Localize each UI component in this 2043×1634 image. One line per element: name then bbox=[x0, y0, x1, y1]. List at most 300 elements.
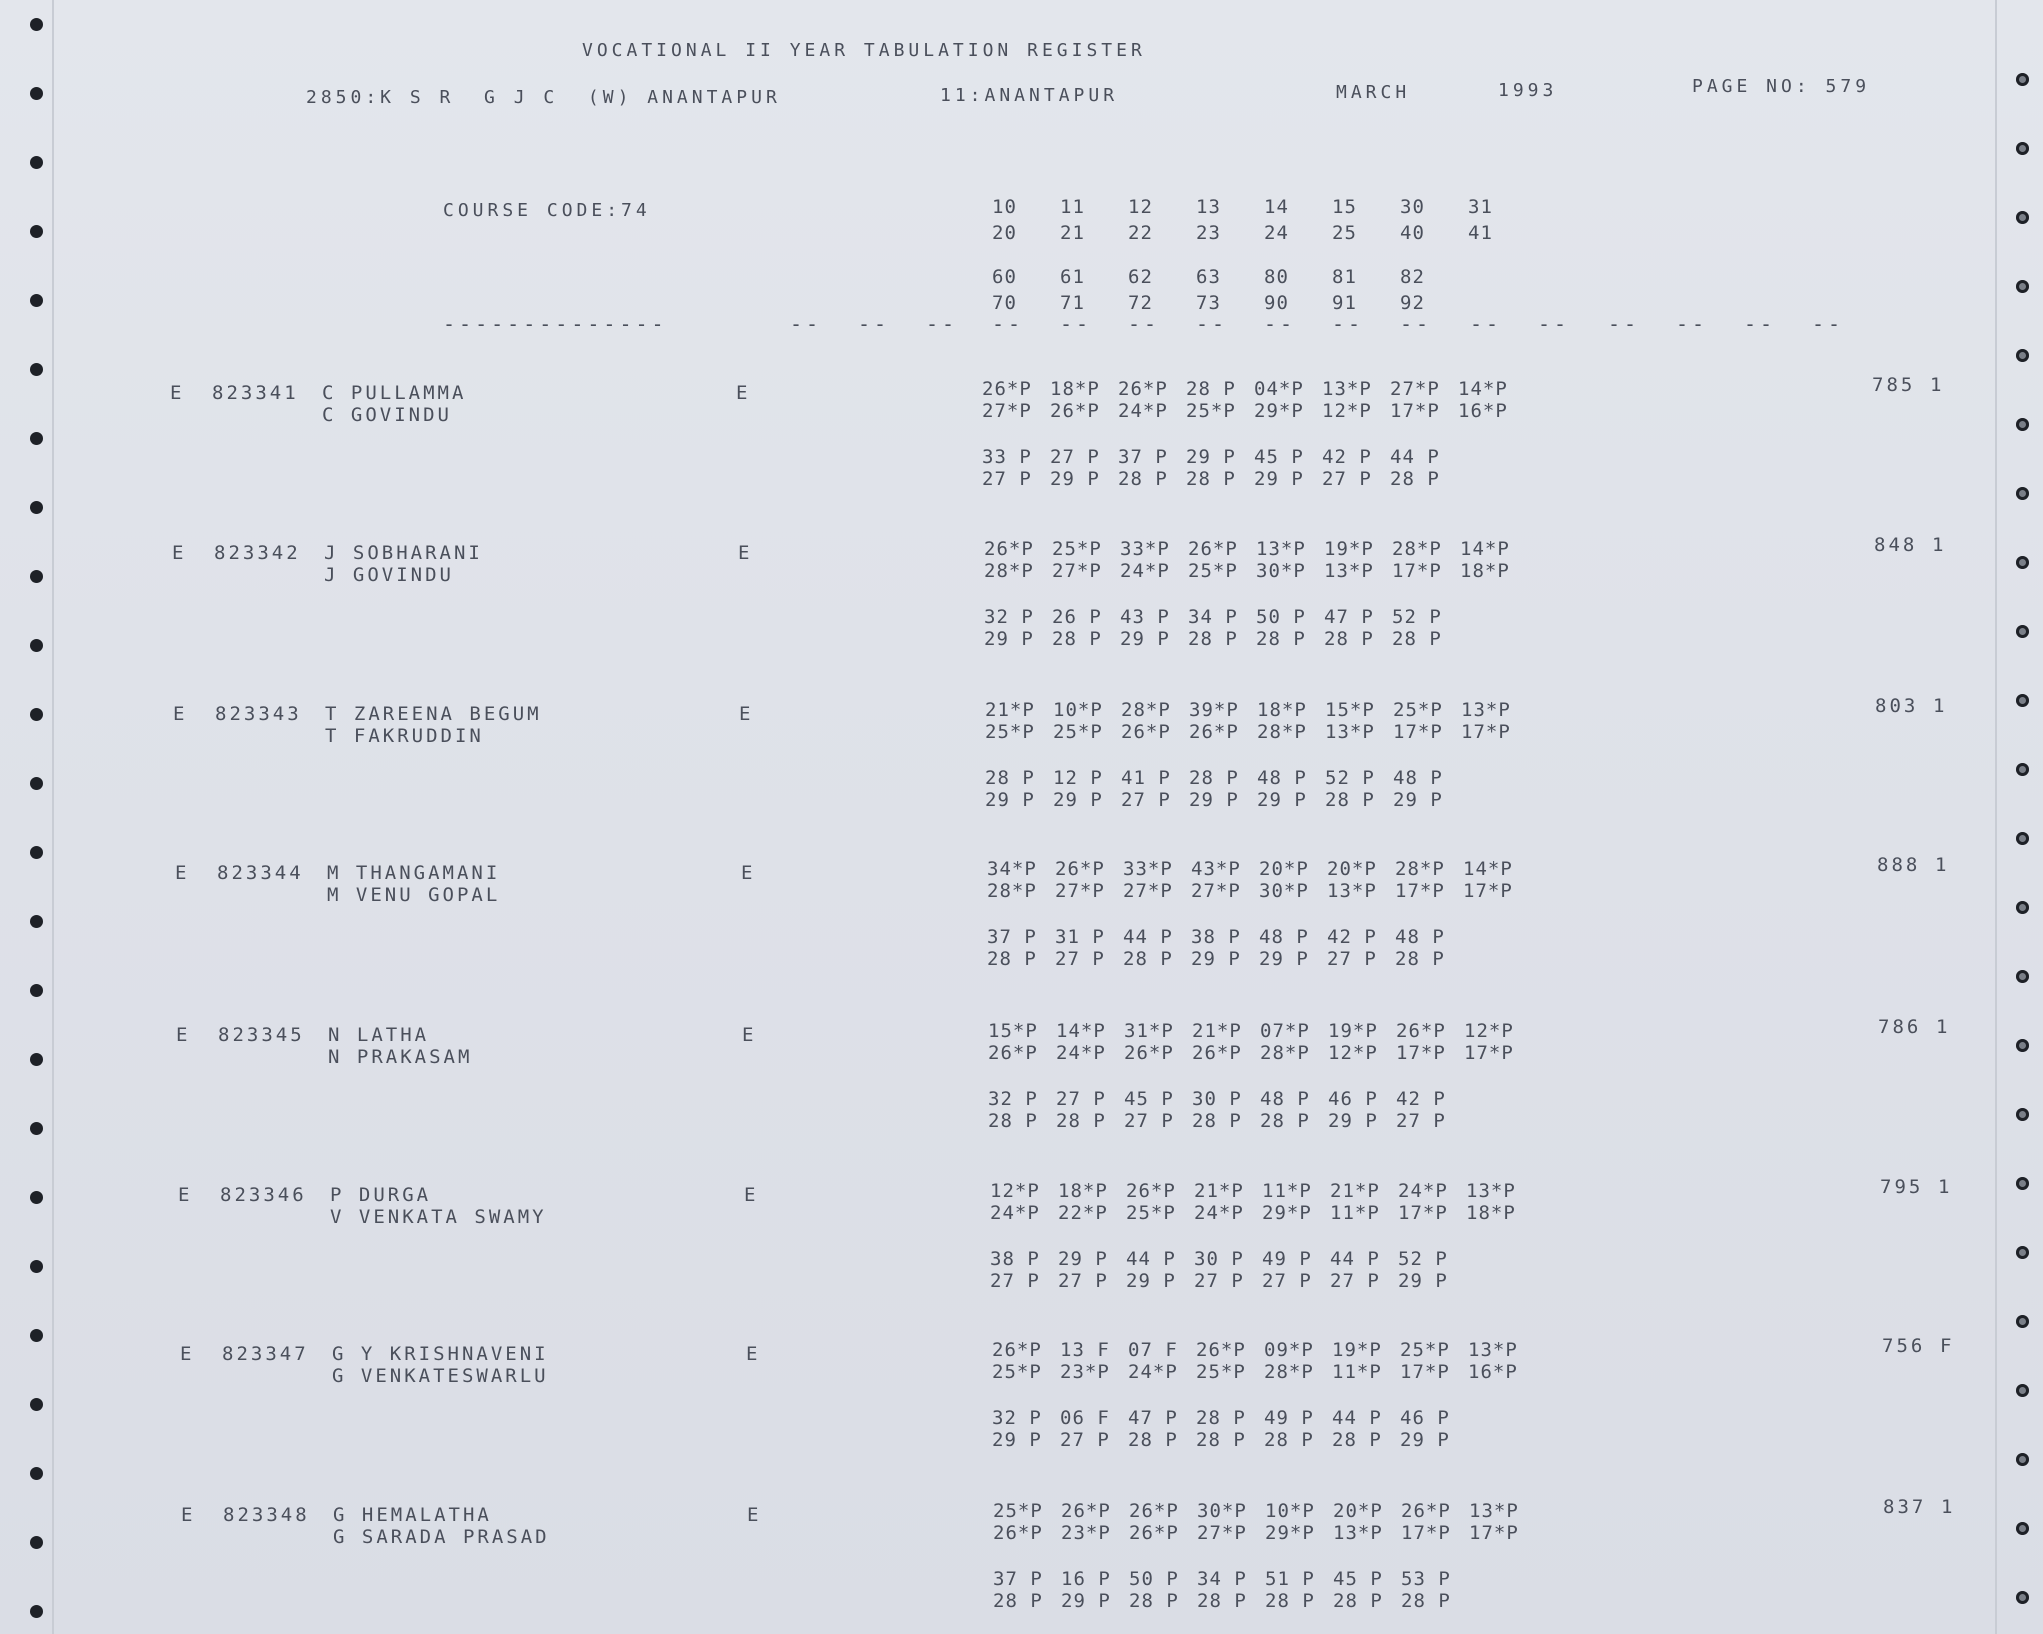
marks-row-1 bbox=[988, 1020, 1532, 1042]
mark-cell: 27 P bbox=[990, 1270, 1040, 1292]
mark-cell: 17*P bbox=[1392, 560, 1442, 582]
mark-cell: 34 P bbox=[1197, 1568, 1247, 1590]
mark-cell: 13*P bbox=[1461, 699, 1511, 721]
mark-cell: 27*P bbox=[1191, 880, 1241, 902]
mark-cell: 33*P bbox=[1120, 538, 1170, 560]
subject-code: 40 bbox=[1400, 222, 1425, 244]
mark-cell: 42 P bbox=[1327, 926, 1377, 948]
marks-row-2 bbox=[982, 400, 1526, 422]
marks-row-4 bbox=[985, 789, 1529, 811]
mark-cell: 31*P bbox=[1124, 1020, 1174, 1042]
mark-cell: 28 P bbox=[1265, 1590, 1315, 1612]
mark-cell: 30*P bbox=[1256, 560, 1306, 582]
mark-cell: 43 P bbox=[1120, 606, 1170, 628]
mark-cell: 26*P bbox=[1129, 1500, 1179, 1522]
mark-cell: 06 F bbox=[1060, 1407, 1110, 1429]
mark-cell: 21*P bbox=[1330, 1180, 1380, 1202]
mark-cell: 29 P bbox=[992, 1429, 1042, 1451]
mark-cell: 44 P bbox=[1390, 446, 1440, 468]
perforation-hole bbox=[2016, 694, 2029, 707]
subject-code: 91 bbox=[1332, 292, 1357, 314]
roll-number: 823345 bbox=[218, 1024, 305, 1046]
mark-cell: 32 P bbox=[992, 1407, 1042, 1429]
result-code: F bbox=[1940, 1335, 1955, 1357]
tractor-strip-right bbox=[1995, 0, 1997, 1634]
mark-cell: 26*P bbox=[984, 538, 1034, 560]
subject-code: 92 bbox=[1400, 292, 1425, 314]
mark-cell: 28*P bbox=[984, 560, 1034, 582]
column-dash: -- bbox=[992, 312, 1025, 336]
mark-cell: 44 P bbox=[1332, 1407, 1382, 1429]
mark-cell: 21*P bbox=[1194, 1180, 1244, 1202]
mark-cell: 27*P bbox=[1390, 378, 1440, 400]
mark-cell: 25*P bbox=[1053, 721, 1103, 743]
mark-cell: 30*P bbox=[1197, 1500, 1247, 1522]
mark-cell: 25*P bbox=[1393, 699, 1443, 721]
marks-row-2 bbox=[992, 1361, 1536, 1383]
column-dash: -- bbox=[1196, 312, 1229, 336]
roll-number: 823343 bbox=[215, 703, 302, 725]
mark-cell: 39*P bbox=[1189, 699, 1239, 721]
mark-cell: 13*P bbox=[1256, 538, 1306, 560]
student-name: T ZAREENA BEGUM bbox=[325, 703, 542, 725]
student-name: M THANGAMANI bbox=[327, 862, 501, 884]
mark-cell: 14*P bbox=[1458, 378, 1508, 400]
medium-code: E bbox=[739, 703, 754, 725]
total-marks: 795 bbox=[1880, 1176, 1924, 1198]
mark-cell: 28 P bbox=[1392, 628, 1442, 650]
mark-cell: 12*P bbox=[990, 1180, 1040, 1202]
mark-cell: 25*P bbox=[1052, 538, 1102, 560]
district-name: 11:ANANTAPUR bbox=[940, 85, 1119, 106]
mark-cell: 27*P bbox=[1052, 560, 1102, 582]
father-name: C GOVINDU bbox=[322, 404, 452, 426]
perforation-hole bbox=[30, 915, 43, 928]
father-name: G VENKATESWARLU bbox=[332, 1365, 549, 1387]
subject-code: 63 bbox=[1196, 266, 1221, 288]
mark-cell: 14*P bbox=[1463, 858, 1513, 880]
marks-row-3 bbox=[985, 767, 1529, 789]
student-name: G Y KRISHNAVENI bbox=[332, 1343, 549, 1365]
subject-code: 90 bbox=[1264, 292, 1289, 314]
marks-row-2 bbox=[985, 721, 1529, 743]
mark-cell: 13*P bbox=[1469, 1500, 1519, 1522]
mark-cell: 47 P bbox=[1324, 606, 1374, 628]
mark-cell: 14*P bbox=[1056, 1020, 1106, 1042]
mark-cell: 52 P bbox=[1398, 1248, 1448, 1270]
marks-row-3 bbox=[984, 606, 1528, 628]
mark-cell: 45 P bbox=[1254, 446, 1304, 468]
mark-cell: 27 P bbox=[1327, 948, 1377, 970]
mark-cell: 28 P bbox=[1401, 1590, 1451, 1612]
mark-cell: 37 P bbox=[1118, 446, 1168, 468]
perforation-hole bbox=[2016, 763, 2029, 776]
mark-cell: 27 P bbox=[1055, 948, 1105, 970]
column-dash: -- bbox=[1676, 312, 1709, 336]
mark-cell: 10*P bbox=[1053, 699, 1103, 721]
result-code: 1 bbox=[1938, 1176, 1953, 1198]
mark-cell: 29*P bbox=[1262, 1202, 1312, 1224]
mark-cell: 26*P bbox=[992, 1339, 1042, 1361]
total-marks: 888 bbox=[1877, 854, 1921, 876]
total-marks: 848 bbox=[1874, 534, 1918, 556]
mark-cell: 45 P bbox=[1333, 1568, 1383, 1590]
column-dash: -- bbox=[1400, 312, 1433, 336]
subject-code: 73 bbox=[1196, 292, 1221, 314]
mark-cell: 48 P bbox=[1393, 767, 1443, 789]
mark-cell: 29 P bbox=[984, 628, 1034, 650]
column-dash: -- bbox=[858, 312, 891, 336]
mark-cell: 21*P bbox=[985, 699, 1035, 721]
mark-cell: 49 P bbox=[1264, 1407, 1314, 1429]
mark-cell: 29 P bbox=[1259, 948, 1309, 970]
marks-row-4 bbox=[982, 468, 1526, 490]
mark-cell: 17*P bbox=[1469, 1522, 1519, 1544]
mark-cell: 29 P bbox=[1191, 948, 1241, 970]
marks-row-2 bbox=[984, 560, 1528, 582]
perforation-hole bbox=[2016, 1315, 2029, 1328]
perforation-hole bbox=[2016, 832, 2029, 845]
marks-row-3 bbox=[992, 1407, 1536, 1429]
mark-cell: 26*P bbox=[1121, 721, 1171, 743]
mark-cell: 20*P bbox=[1259, 858, 1309, 880]
column-dash: -- bbox=[1608, 312, 1641, 336]
subject-code: 31 bbox=[1468, 196, 1493, 218]
mark-cell: 26*P bbox=[1050, 400, 1100, 422]
mark-cell: 12 P bbox=[1053, 767, 1103, 789]
subject-code: 11 bbox=[1060, 196, 1085, 218]
perforation-hole bbox=[30, 1053, 43, 1066]
perforation-hole bbox=[30, 639, 43, 652]
mark-cell: 48 P bbox=[1260, 1088, 1310, 1110]
perforation-hole bbox=[30, 87, 43, 100]
mark-cell: 13 F bbox=[1060, 1339, 1110, 1361]
mark-cell: 12*P bbox=[1328, 1042, 1378, 1064]
column-dash: -- bbox=[1812, 312, 1845, 336]
mark-cell: 32 P bbox=[984, 606, 1034, 628]
mark-cell: 09*P bbox=[1264, 1339, 1314, 1361]
mark-cell: 24*P bbox=[1128, 1361, 1178, 1383]
father-name: M VENU GOPAL bbox=[327, 884, 501, 906]
father-name: V VENKATA SWAMY bbox=[330, 1206, 547, 1228]
marks-row-1 bbox=[982, 378, 1526, 400]
perforation-hole bbox=[2016, 73, 2029, 86]
mark-cell: 29*P bbox=[1254, 400, 1304, 422]
mark-cell: 17*P bbox=[1463, 880, 1513, 902]
perforation-hole bbox=[2016, 418, 2029, 431]
mark-cell: 18*P bbox=[1460, 560, 1510, 582]
mark-cell: 33 P bbox=[982, 446, 1032, 468]
mark-cell: 25*P bbox=[985, 721, 1035, 743]
mark-cell: 28 P bbox=[1197, 1590, 1247, 1612]
subject-code: 14 bbox=[1264, 196, 1289, 218]
mark-cell: 24*P bbox=[1118, 400, 1168, 422]
mark-cell: 26*P bbox=[1192, 1042, 1242, 1064]
mark-cell: 15*P bbox=[988, 1020, 1038, 1042]
perforation-hole bbox=[2016, 625, 2029, 638]
subject-code: 41 bbox=[1468, 222, 1493, 244]
exam-flag: E bbox=[172, 542, 187, 564]
mark-cell: 13*P bbox=[1468, 1339, 1518, 1361]
mark-cell: 48 P bbox=[1395, 926, 1445, 948]
mark-cell: 42 P bbox=[1322, 446, 1372, 468]
marks-row-2 bbox=[987, 880, 1531, 902]
mark-cell: 26*P bbox=[1196, 1339, 1246, 1361]
mark-cell: 28 P bbox=[1123, 948, 1173, 970]
subject-code-grid-bottom bbox=[992, 266, 1536, 314]
mark-cell: 30 P bbox=[1192, 1088, 1242, 1110]
mark-cell: 37 P bbox=[987, 926, 1037, 948]
mark-cell: 23*P bbox=[1061, 1522, 1111, 1544]
perforation-hole bbox=[2016, 280, 2029, 293]
mark-cell: 46 P bbox=[1328, 1088, 1378, 1110]
mark-cell: 27 P bbox=[1058, 1270, 1108, 1292]
mark-cell: 27 P bbox=[1322, 468, 1372, 490]
mark-cell: 16*P bbox=[1468, 1361, 1518, 1383]
mark-cell: 28*P bbox=[1257, 721, 1307, 743]
medium-code: E bbox=[738, 542, 753, 564]
marks-row-1 bbox=[985, 699, 1529, 721]
mark-cell: 27 P bbox=[1396, 1110, 1446, 1132]
mark-cell: 29 P bbox=[1257, 789, 1307, 811]
student-name: G HEMALATHA bbox=[333, 1504, 492, 1526]
mark-cell: 17*P bbox=[1464, 1042, 1514, 1064]
mark-cell: 27 P bbox=[1050, 446, 1100, 468]
mark-cell: 18*P bbox=[1058, 1180, 1108, 1202]
mark-cell: 33*P bbox=[1123, 858, 1173, 880]
mark-cell: 25*P bbox=[992, 1361, 1042, 1383]
mark-cell: 26*P bbox=[1118, 378, 1168, 400]
mark-cell: 26*P bbox=[982, 378, 1032, 400]
mark-cell: 25*P bbox=[1196, 1361, 1246, 1383]
mark-cell: 26*P bbox=[1061, 1500, 1111, 1522]
marks-row-4 bbox=[984, 628, 1528, 650]
marks-row-2 bbox=[993, 1522, 1537, 1544]
college-name: 2850:K S R G J C (W) ANANTAPUR bbox=[306, 87, 781, 108]
mark-cell: 28 P bbox=[1128, 1429, 1178, 1451]
perforation-hole bbox=[30, 432, 43, 445]
mark-cell: 21*P bbox=[1192, 1020, 1242, 1042]
marks-row-4 bbox=[987, 948, 1531, 970]
result-code: 1 bbox=[1932, 534, 1947, 556]
mark-cell: 29*P bbox=[1265, 1522, 1315, 1544]
column-dash: -- bbox=[1128, 312, 1161, 336]
mark-cell: 28 P bbox=[1186, 378, 1236, 400]
mark-cell: 48 P bbox=[1257, 767, 1307, 789]
mark-cell: 28 P bbox=[1390, 468, 1440, 490]
subject-code: 25 bbox=[1332, 222, 1357, 244]
medium-code: E bbox=[741, 862, 756, 884]
exam-flag: E bbox=[181, 1504, 196, 1526]
mark-cell: 28 P bbox=[1189, 767, 1239, 789]
subject-code: 60 bbox=[992, 266, 1017, 288]
mark-cell: 26*P bbox=[993, 1522, 1043, 1544]
mark-cell: 29 P bbox=[1126, 1270, 1176, 1292]
mark-cell: 27*P bbox=[1123, 880, 1173, 902]
perforation-hole bbox=[2016, 1108, 2029, 1121]
student-name: C PULLAMMA bbox=[322, 382, 467, 404]
mark-cell: 26*P bbox=[1124, 1042, 1174, 1064]
column-dash: -- bbox=[926, 312, 959, 336]
subject-code: 71 bbox=[1060, 292, 1085, 314]
medium-code: E bbox=[744, 1184, 759, 1206]
perforation-hole bbox=[30, 777, 43, 790]
perforation-hole bbox=[2016, 142, 2029, 155]
result-code: 1 bbox=[1936, 1016, 1951, 1038]
mark-cell: 13*P bbox=[1333, 1522, 1383, 1544]
exam-flag: E bbox=[175, 862, 190, 884]
perforation-hole bbox=[30, 1536, 43, 1549]
subject-code: 13 bbox=[1196, 196, 1221, 218]
exam-flag: E bbox=[176, 1024, 191, 1046]
perforation-hole bbox=[30, 501, 43, 514]
roll-number: 823342 bbox=[214, 542, 301, 564]
mark-cell: 28 P bbox=[1056, 1110, 1106, 1132]
page-number: PAGE NO: 579 bbox=[1692, 76, 1871, 97]
mark-cell: 44 P bbox=[1330, 1248, 1380, 1270]
mark-cell: 28 P bbox=[1129, 1590, 1179, 1612]
exam-year: 1993 bbox=[1498, 80, 1558, 101]
marks-row-2 bbox=[990, 1202, 1534, 1224]
exam-flag: E bbox=[170, 382, 185, 404]
mark-cell: 28 P bbox=[1196, 1407, 1246, 1429]
mark-cell: 27*P bbox=[1055, 880, 1105, 902]
result-code: 1 bbox=[1930, 374, 1945, 396]
mark-cell: 13*P bbox=[1324, 560, 1374, 582]
mark-cell: 27*P bbox=[982, 400, 1032, 422]
mark-cell: 25*P bbox=[1126, 1202, 1176, 1224]
marks-row-4 bbox=[990, 1270, 1534, 1292]
subject-code: 12 bbox=[1128, 196, 1153, 218]
mark-cell: 28 P bbox=[1332, 1429, 1382, 1451]
mark-cell: 28 P bbox=[987, 948, 1037, 970]
mark-cell: 49 P bbox=[1262, 1248, 1312, 1270]
mark-cell: 20*P bbox=[1327, 858, 1377, 880]
roll-number: 823347 bbox=[222, 1343, 309, 1365]
mark-cell: 38 P bbox=[990, 1248, 1040, 1270]
mark-cell: 17*P bbox=[1400, 1361, 1450, 1383]
perforation-hole bbox=[2016, 1246, 2029, 1259]
mark-cell: 07*P bbox=[1260, 1020, 1310, 1042]
mark-cell: 24*P bbox=[1120, 560, 1170, 582]
marks-row-1 bbox=[984, 538, 1528, 560]
mark-cell: 12*P bbox=[1464, 1020, 1514, 1042]
perforation-hole bbox=[2016, 970, 2029, 983]
column-dash: -- bbox=[1470, 312, 1503, 336]
marks-row-1 bbox=[992, 1339, 1536, 1361]
mark-cell: 13*P bbox=[1466, 1180, 1516, 1202]
perforation-hole bbox=[2016, 1591, 2029, 1604]
mark-cell: 27 P bbox=[1121, 789, 1171, 811]
subject-code: 15 bbox=[1332, 196, 1357, 218]
course-underline: -------------- bbox=[443, 312, 668, 336]
mark-cell: 11*P bbox=[1332, 1361, 1382, 1383]
exam-flag: E bbox=[178, 1184, 193, 1206]
perforation-hole bbox=[2016, 1522, 2029, 1535]
student-name: J SOBHARANI bbox=[324, 542, 483, 564]
mark-cell: 12*P bbox=[1322, 400, 1372, 422]
mark-cell: 07 F bbox=[1128, 1339, 1178, 1361]
result-code: 1 bbox=[1941, 1496, 1956, 1518]
mark-cell: 51 P bbox=[1265, 1568, 1315, 1590]
column-dash: -- bbox=[1264, 312, 1297, 336]
mark-cell: 52 P bbox=[1325, 767, 1375, 789]
mark-cell: 28*P bbox=[1264, 1361, 1314, 1383]
marks-row-3 bbox=[990, 1248, 1534, 1270]
mark-cell: 34*P bbox=[987, 858, 1037, 880]
mark-cell: 15*P bbox=[1325, 699, 1375, 721]
mark-cell: 28 P bbox=[1186, 468, 1236, 490]
mark-cell: 31 P bbox=[1055, 926, 1105, 948]
marks-row-3 bbox=[993, 1568, 1537, 1590]
mark-cell: 29 P bbox=[1400, 1429, 1450, 1451]
medium-code: E bbox=[742, 1024, 757, 1046]
perforation-hole bbox=[30, 570, 43, 583]
perforation-hole bbox=[30, 846, 43, 859]
subject-code: 10 bbox=[992, 196, 1017, 218]
total-marks: 837 bbox=[1883, 1496, 1927, 1518]
roll-number: 823344 bbox=[217, 862, 304, 884]
mark-cell: 11*P bbox=[1330, 1202, 1380, 1224]
total-marks: 756 bbox=[1882, 1335, 1926, 1357]
mark-cell: 46 P bbox=[1400, 1407, 1450, 1429]
mark-cell: 26*P bbox=[1129, 1522, 1179, 1544]
mark-cell: 13*P bbox=[1322, 378, 1372, 400]
mark-cell: 29 P bbox=[1050, 468, 1100, 490]
mark-cell: 28 P bbox=[1260, 1110, 1310, 1132]
subject-code: 20 bbox=[992, 222, 1017, 244]
father-name: J GOVINDU bbox=[324, 564, 454, 586]
mark-cell: 28 P bbox=[1196, 1429, 1246, 1451]
mark-cell: 10*P bbox=[1265, 1500, 1315, 1522]
father-name: N PRAKASAM bbox=[328, 1046, 473, 1068]
perforation-hole bbox=[30, 363, 43, 376]
exam-flag: E bbox=[173, 703, 188, 725]
mark-cell: 28 P bbox=[1192, 1110, 1242, 1132]
mark-cell: 20*P bbox=[1333, 1500, 1383, 1522]
mark-cell: 28 P bbox=[1188, 628, 1238, 650]
mark-cell: 26*P bbox=[1189, 721, 1239, 743]
mark-cell: 44 P bbox=[1126, 1248, 1176, 1270]
mark-cell: 22*P bbox=[1058, 1202, 1108, 1224]
perforation-hole bbox=[30, 156, 43, 169]
mark-cell: 28*P bbox=[1392, 538, 1442, 560]
subject-code: 30 bbox=[1400, 196, 1425, 218]
mark-cell: 17*P bbox=[1398, 1202, 1448, 1224]
mark-cell: 27*P bbox=[1197, 1522, 1247, 1544]
mark-cell: 26*P bbox=[988, 1042, 1038, 1064]
perforation-hole bbox=[2016, 1177, 2029, 1190]
perforation-hole bbox=[30, 1605, 43, 1618]
course-code: COURSE CODE:74 bbox=[443, 200, 651, 221]
mark-cell: 41 P bbox=[1121, 767, 1171, 789]
subject-code: 72 bbox=[1128, 292, 1153, 314]
mark-cell: 28 P bbox=[1052, 628, 1102, 650]
total-marks: 785 bbox=[1872, 374, 1916, 396]
mark-cell: 42 P bbox=[1396, 1088, 1446, 1110]
subject-code: 24 bbox=[1264, 222, 1289, 244]
mark-cell: 28 P bbox=[1325, 789, 1375, 811]
student-name: P DURGA bbox=[330, 1184, 432, 1206]
mark-cell: 25*P bbox=[993, 1500, 1043, 1522]
mark-cell: 43*P bbox=[1191, 858, 1241, 880]
mark-cell: 28 P bbox=[988, 1110, 1038, 1132]
total-marks: 786 bbox=[1878, 1016, 1922, 1038]
perforation-hole bbox=[30, 225, 43, 238]
marks-row-4 bbox=[988, 1110, 1532, 1132]
register-title: VOCATIONAL II YEAR TABULATION REGISTER bbox=[582, 40, 1146, 61]
mark-cell: 28 P bbox=[993, 1590, 1043, 1612]
